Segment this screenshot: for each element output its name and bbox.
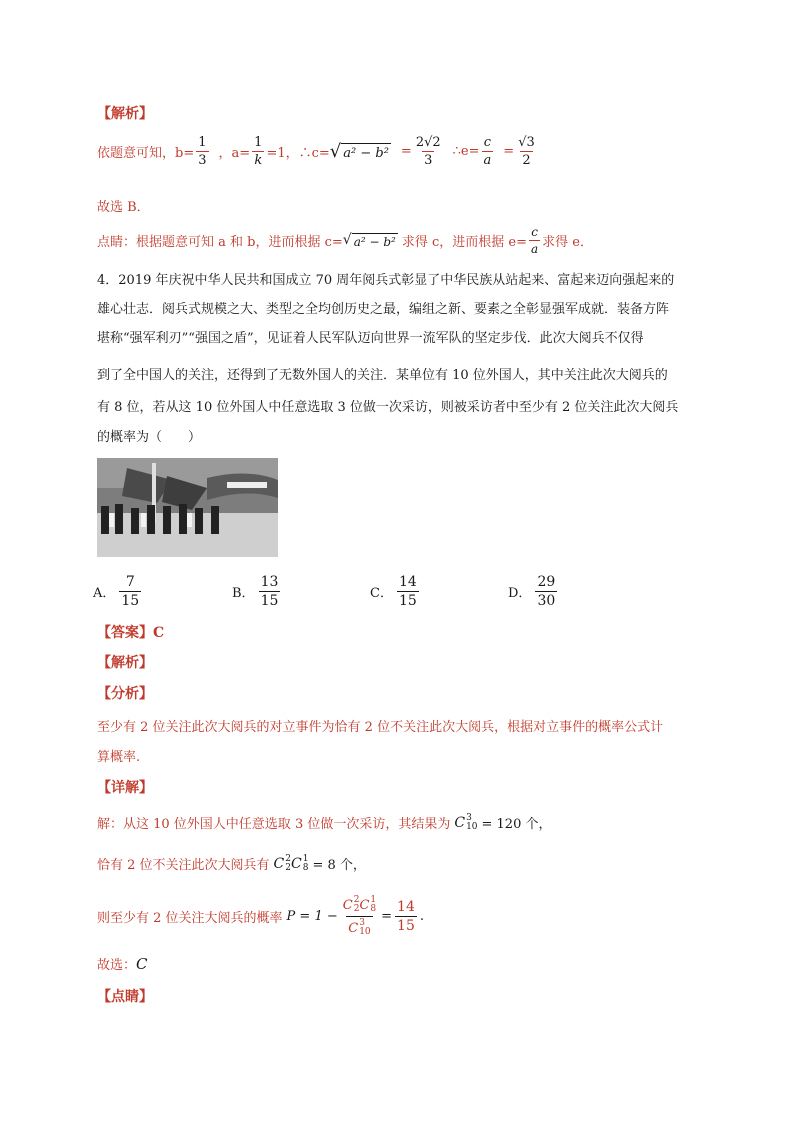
frac-denominator: k [254, 153, 263, 168]
frac-denominator: 3 [424, 153, 433, 168]
text-segment: ∴e= [452, 144, 480, 159]
solution-step-3 [97, 896, 424, 937]
fraction-c-value [414, 136, 443, 167]
section-xiangjie-heading: 【详解】 [97, 780, 153, 796]
parade-photo [97, 458, 278, 557]
section-jiexi-heading: 【解析】 [97, 106, 153, 122]
combination-c-2-2: C 2 2 [273, 853, 291, 873]
analysis-line-1: 至少有 2 位关注此次大阅兵的对立事件为恰有 2 位不关注此次大阅兵，根据对立事件的概率公式计 [97, 720, 664, 735]
text-segment: . [419, 909, 424, 924]
question-line-6: 的概率为（ ） [97, 430, 202, 445]
frac-numerator: 7 [125, 574, 135, 590]
frac-numerator: 1 [254, 135, 263, 150]
sqrt-expression: √ a² − b² [329, 140, 389, 162]
text-segment: 解：从这 10 位外国人中任意选取 3 位做一次采访，其结果为 [97, 817, 451, 832]
section-dianjing-heading: 【点睛】 [97, 989, 153, 1005]
frac-numerator: √3 [518, 135, 535, 150]
frac-numerator: 29 [537, 574, 556, 590]
question-line-2: 雄心壮志．阅兵式规模之大、类型之全均创历史之最，编组之新、要素之全彰显强军成就．装备方阵 [97, 302, 670, 317]
answer-heading: 【答案】C [97, 625, 165, 641]
question-line-3: 堪称“强军利刃”“强国之盾”，见证着人民军队迈向世界一流军队的坚定步伐．此次大阅兵不仅得 [97, 331, 644, 346]
solution-line-1 [97, 136, 539, 167]
frac-denominator: 15 [398, 593, 417, 609]
frac-numerator: 14 [398, 574, 417, 590]
fraction-a [252, 136, 264, 167]
frac-numerator: 1 [198, 135, 207, 150]
frac-numerator: c [531, 225, 538, 239]
text-segment: =1，∴c= [266, 146, 330, 161]
frac-denominator: 15 [260, 593, 279, 609]
probability-fraction [341, 896, 378, 937]
question-line-5: 有 8 位，若从这 10 位外国人中任意选取 3 位做一次采访，则被采访者中至少有 2 位关注此次大阅兵 [97, 400, 679, 415]
choose-c-line [97, 954, 148, 973]
fraction-c-over-a [529, 226, 540, 255]
combination-c-2-2: C 2 2 [342, 895, 360, 914]
question-line-1: 4．2019 年庆祝中华人民共和国成立 70 周年阅兵式彰显了中华民族从站起来、富起来迈向强起来的 [97, 273, 675, 288]
frac-numerator: c [483, 135, 492, 150]
option-fraction [397, 575, 419, 608]
analysis-line-2: 算概率. [97, 750, 141, 765]
solution-step-1 [97, 813, 552, 832]
option-a [93, 575, 143, 608]
option-label: D． [508, 586, 532, 601]
probability-expression: P = 1 − [286, 909, 338, 924]
text-segment: 依题意可知，b= [97, 146, 195, 161]
frac-numerator: 14 [397, 899, 415, 915]
frac-denominator: 30 [537, 593, 556, 609]
text-segment: 求得 c，进而根据 e= [401, 235, 527, 250]
text-segment: = 120 个， [481, 817, 552, 832]
frac-denominator: a [483, 153, 492, 168]
text-segment: 故选： [97, 958, 137, 973]
option-fraction [259, 575, 281, 608]
combination-c-8-1: C 1 8 [359, 895, 377, 914]
text-segment: ，a= [218, 146, 251, 161]
question-line-4: 到了全中国人的关注，还得到了无数外国人的关注．某单位有 10 位外国人，其中关注此次大阅兵的 [97, 368, 668, 383]
option-fraction [119, 575, 141, 608]
frac-denominator: 15 [121, 593, 140, 609]
frac-denominator: 3 [198, 153, 207, 168]
section-fenxi-heading: 【分析】 [97, 686, 153, 702]
option-label: B． [232, 586, 255, 601]
frac-denominator: a [530, 242, 539, 256]
text-segment: 恰有 2 位不关注此次大阅兵有 [97, 858, 270, 873]
option-fraction [535, 575, 557, 608]
option-label: A． [93, 586, 116, 601]
option-b [232, 575, 282, 608]
sqrt-expression: √ a² − b² [342, 231, 396, 249]
combination-c-10-3: C 3 10 [348, 918, 371, 937]
fraction-e-value [516, 136, 537, 167]
option-label: C． [370, 586, 393, 601]
dianjing-line [97, 226, 593, 255]
fraction-c-over-a [482, 136, 494, 167]
option-c [370, 575, 421, 608]
radicand: a² − b² [353, 234, 396, 249]
text-segment: = 8 个， [312, 858, 366, 873]
parade-illustration [97, 458, 278, 557]
text-segment: 点睛：根据题意可知 a 和 b，进而根据 c= [97, 235, 343, 250]
frac-denominator: 15 [397, 918, 415, 934]
answer-letter: C [136, 954, 148, 973]
text-segment: 求得 e． [542, 235, 593, 250]
radicand: a² − b² [341, 143, 391, 161]
section-jiexi-heading-2: 【解析】 [97, 655, 153, 671]
frac-numerator: 2√2 [415, 135, 441, 150]
combination-c-10-3: C 3 10 [454, 812, 478, 832]
frac-denominator: 2 [522, 153, 531, 168]
text-segment: 则至少有 2 位关注大阅兵的概率 [97, 911, 283, 926]
solution-step-2 [97, 854, 366, 873]
text-segment: = [503, 144, 515, 159]
combination-c-8-1: C 1 8 [291, 853, 309, 873]
fraction-b [196, 136, 208, 167]
text-segment: = [381, 909, 393, 924]
text-segment: = [400, 144, 412, 159]
option-d [508, 575, 559, 608]
result-fraction [395, 900, 417, 933]
frac-numerator: 13 [260, 574, 279, 590]
choose-b-line: 故选 B． [97, 200, 150, 215]
